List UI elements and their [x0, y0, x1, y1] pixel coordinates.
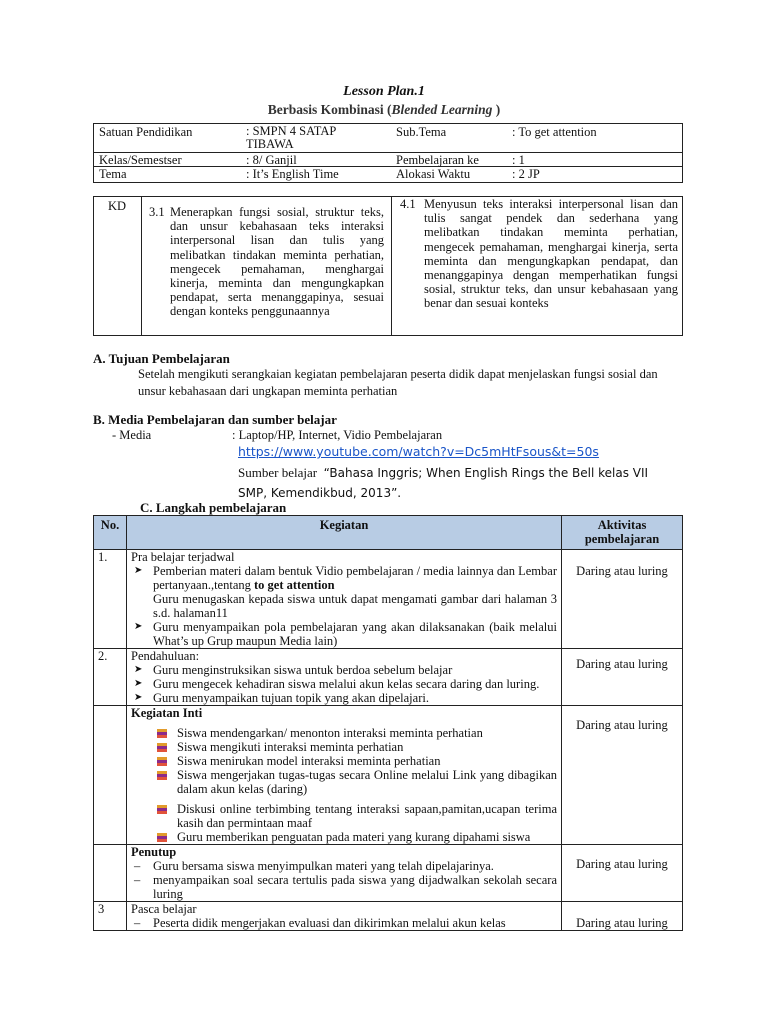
subtitle-emphasis: Blended Learning	[391, 102, 493, 117]
arrow-down-bullet-icon	[157, 757, 167, 766]
col-kegiatan: Kegiatan	[127, 516, 562, 550]
inti-item1-text: Siswa mendengarkan/ menonton interaksi meminta perhatian	[177, 726, 483, 740]
section-a-heading: A. Tujuan Pembelajaran	[93, 351, 230, 366]
inti-activity: Daring atau luring	[562, 706, 683, 845]
list-item	[131, 802, 557, 830]
satuan-label: Satuan Pendidikan	[99, 125, 193, 139]
row2-no: 2.	[94, 649, 127, 706]
inti-item3-text: Siswa menirukan model interaksi meminta perhatian	[177, 754, 441, 768]
row1-item1-continuation: Guru menugaskan kepada siswa untuk dapat mengamati gambar dari halaman 3 s.d. halaman11	[153, 592, 557, 620]
list-item	[131, 740, 557, 754]
arrow-down-bullet-icon	[157, 771, 167, 780]
list-item	[131, 691, 557, 705]
row1-title: Pra belajar terjadwal	[131, 550, 235, 564]
list-item	[131, 564, 557, 620]
inti-item4-text: Siswa mengerjakan tugas-tugas secara Online melalui Link yang dibagikan dalam akun kelas (daring)	[177, 768, 557, 796]
list-item	[131, 768, 557, 796]
row3-activity: Daring atau luring	[562, 902, 683, 931]
list-item	[131, 726, 557, 740]
row2-item3-text: Guru menyampaikan tujuan topik yang akan dipelajari.	[153, 691, 429, 705]
dash-bullet-icon: –	[134, 873, 141, 887]
arrow-bullet-icon: ➤	[134, 678, 143, 689]
table-row	[94, 845, 683, 902]
kelas-label: Kelas/Semestser	[99, 153, 182, 167]
media-label: - Media	[112, 428, 152, 442]
identity-table	[93, 123, 683, 183]
row1-no: 1.	[94, 550, 127, 649]
row1-item2-text: Guru menyampaikan pola pembelajaran yang akan dilaksanakan (baik melalui What’s up Grup maupun Media lain)	[153, 620, 557, 648]
kd-table	[93, 196, 683, 336]
table-header-row	[94, 516, 683, 550]
page-subtitle	[0, 102, 768, 118]
row1-activity: Daring atau luring	[562, 550, 683, 649]
youtube-link[interactable]: https://www.youtube.com/watch?v=Dc5mHtFsous&t=50s	[238, 444, 599, 459]
table-row	[94, 706, 683, 845]
subtema-value: : To get attention	[512, 125, 597, 139]
section-a-text: Setelah mengikuti serangkaian kegiatan pembelajaran peserta didik dapat menjelaskan fungsi sosial dan unsur kebahasaan dari ungkapan meminta perhatian	[138, 367, 658, 398]
row3-title: Pasca belajar	[131, 902, 197, 916]
kd2-text: Menyusun teks interaksi interpersonal lisan dan tulis sangat pendek dan sederhana yang melibatkan tindakan meminta perhatian, mengecek pemahaman, menghargai kinerja, serta meminta dan mengungkapkan pendapat, dan menanggapinya dengan memperhatikan fungsi sosial, struktur teks, dan unsur kebahasaan yang benar dan sesuai konteks	[424, 197, 678, 311]
pembelajaran-value: : 1	[512, 153, 525, 167]
dash-bullet-icon: –	[134, 859, 141, 873]
list-item	[131, 663, 557, 677]
row2-item1-text: Guru menginstruksikan siswa untuk berdoa sebelum belajar	[153, 663, 453, 677]
inti-item2-text: Siswa mengikuti interaksi meminta perhatian	[177, 740, 404, 754]
arrow-bullet-icon: ➤	[134, 565, 143, 576]
table-row	[94, 649, 683, 706]
section-b-heading: B. Media Pembelajaran dan sumber belajar	[93, 412, 337, 427]
kd1-text: Menerapkan fungsi sosial, struktur teks, dan unsur kebahasaan teks interaksi interpersonal lisan dan tulis yang melibatkan tindakan meminta perhatian, mengecek pemahaman, menghargai kinerja, meminta dan mengungkapkan pendapat, serta menanggapinya, sesuai dengan konteks penggunaannya	[170, 205, 384, 319]
row1-item1-text: Pemberian materi dalam bentuk Vidio pembelajaran / media lainnya dan Lembar pertanyaan.,tentang	[153, 564, 557, 592]
source-value: “Bahasa Inggris; When English Rings the Bell kelas VII SMP, Kemendikbud, 2013”.	[238, 466, 649, 500]
kd-label: KD	[108, 199, 127, 213]
inti-title: Kegiatan Inti	[131, 706, 203, 720]
arrow-down-bullet-icon	[157, 805, 167, 814]
alokasi-label: Alokasi Waktu	[396, 167, 471, 181]
list-item	[131, 873, 557, 901]
media-value: : Laptop/HP, Internet, Vidio Pembelajaran	[232, 428, 443, 442]
row1-item1-highlight: to get attention	[254, 578, 335, 592]
list-item	[131, 830, 557, 844]
source-label: Sumber belajar	[238, 465, 318, 480]
arrow-bullet-icon: ➤	[134, 692, 143, 703]
section-c-heading: C. Langkah pembelajaran	[140, 500, 287, 515]
tema-value: : It’s English Time	[246, 167, 339, 181]
kd2-number: 4.1	[400, 197, 416, 211]
arrow-down-bullet-icon	[157, 743, 167, 752]
list-item	[131, 620, 557, 648]
list-item	[131, 859, 557, 873]
arrow-bullet-icon: ➤	[134, 621, 143, 632]
arrow-down-bullet-icon	[157, 833, 167, 842]
subtitle-prefix: Berbasis Kombinasi (	[267, 102, 392, 117]
list-item	[131, 754, 557, 768]
row3-item1-text: Peserta didik mengerjakan evaluasi dan dikirimkan melalui akun kelas	[153, 916, 506, 930]
row2-title: Pendahuluan:	[131, 649, 200, 663]
dash-bullet-icon: –	[134, 916, 141, 930]
satuan-value: : SMPN 4 SATAP TIBAWA	[246, 124, 336, 151]
penutup-activity: Daring atau luring	[562, 845, 683, 902]
row3-no: 3	[94, 902, 127, 931]
inti-item6-text: Guru memberikan penguatan pada materi yang kurang dipahami siswa	[177, 830, 531, 844]
list-item	[131, 916, 557, 930]
penutup-item2-text: menyampaikan soal secara tertulis pada siswa yang dijadwalkan sekolah secara luring	[153, 873, 557, 901]
col-aktivitas: Aktivitas pembelajaran	[562, 516, 683, 550]
kelas-value: : 8/ Ganjil	[246, 153, 297, 167]
table-row	[94, 550, 683, 649]
penutup-title: Penutup	[131, 845, 177, 859]
inti-item5-text: Diskusi online terbimbing tentang interaksi sapaan,pamitan,ucapan terima kasih dan permintaan maaf	[177, 802, 557, 830]
alokasi-value: : 2 JP	[512, 167, 540, 181]
source-line	[238, 463, 678, 503]
col-no: No.	[94, 516, 127, 550]
tema-label: Tema	[99, 167, 127, 181]
steps-table	[93, 515, 683, 931]
page-title: Lesson Plan.1	[343, 84, 425, 99]
pembelajaran-label: Pembelajaran ke	[396, 153, 479, 167]
subtitle-suffix: )	[492, 102, 501, 117]
arrow-bullet-icon: ➤	[134, 664, 143, 675]
subtema-label: Sub.Tema	[396, 125, 447, 139]
table-row	[94, 902, 683, 931]
arrow-down-bullet-icon	[157, 729, 167, 738]
penutup-item1-text: Guru bersama siswa menyimpulkan materi yang telah dipelajarinya.	[153, 859, 494, 873]
row2-item2-text: Guru mengecek kehadiran siswa melalui akun kelas secara daring dan luring.	[153, 677, 540, 691]
row2-activity: Daring atau luring	[562, 649, 683, 706]
kd1-number: 3.1	[149, 205, 165, 219]
list-item	[131, 677, 557, 691]
